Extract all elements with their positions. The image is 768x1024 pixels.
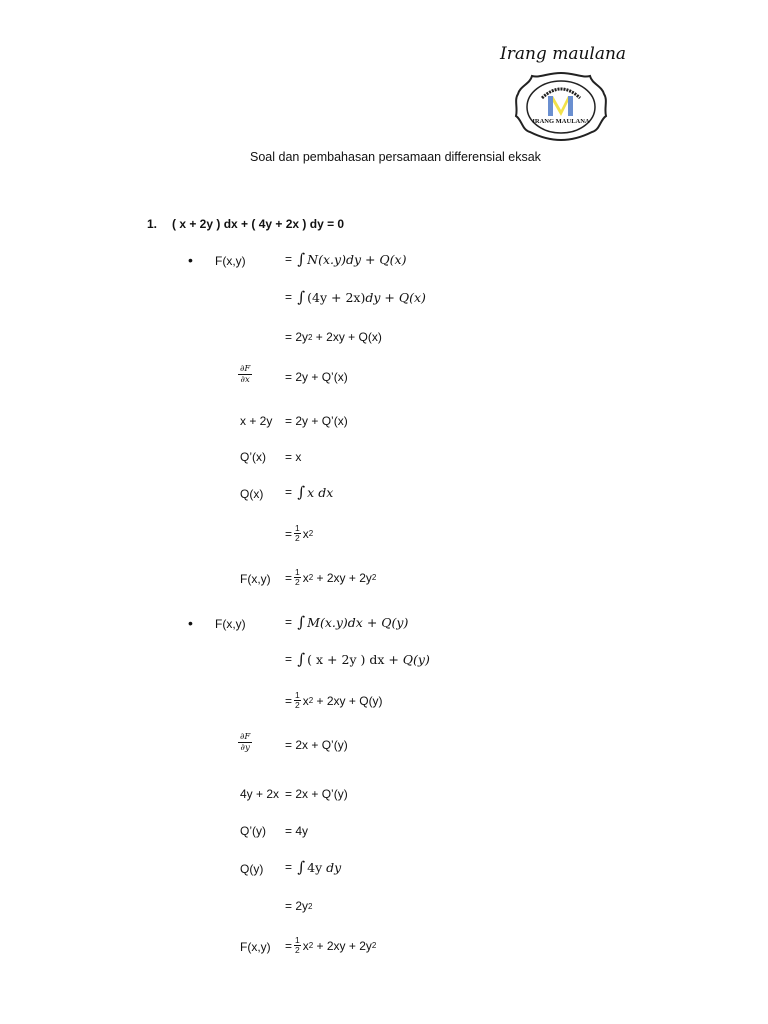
step-expression <box>285 483 333 501</box>
step-expression <box>285 936 376 955</box>
math-text: N(x.y)dy + Q(x) <box>307 251 407 267</box>
expression-text: = <box>285 693 293 708</box>
step-label: Q(x) <box>240 487 264 501</box>
expression-text: = <box>285 485 296 499</box>
step-label: F(x,y) <box>240 940 271 954</box>
expression-text: = 4y <box>285 824 309 838</box>
expression-text: = <box>285 938 293 953</box>
document-title: Soal dan pembahasan persamaan differensial eksak <box>250 150 541 164</box>
step-expression <box>285 450 301 464</box>
step-label: F(x,y) <box>215 617 246 631</box>
expression-text: + 2xy + Q(x) <box>312 330 382 344</box>
expression-text: = <box>285 526 293 541</box>
bullet-icon: • <box>188 615 193 631</box>
problem-equation: ( x + 2y ) dx + ( 4y + 2x ) dy = 0 <box>172 217 345 231</box>
superscript: 2 <box>308 332 313 342</box>
integral-sign: ∫ <box>297 650 306 668</box>
math-text: (4y + 2x) <box>307 289 366 305</box>
step-expression <box>285 524 313 543</box>
expression-text: = 2y + Q’(x) <box>285 414 348 428</box>
fraction-denominator: ∂x <box>240 375 250 385</box>
fraction <box>294 691 301 710</box>
step-label: x + 2y <box>240 414 273 428</box>
step-label: Q(y) <box>240 862 264 876</box>
fraction-denominator: 2 <box>295 945 300 955</box>
expression-text: = <box>285 290 296 304</box>
fraction-denominator: 2 <box>295 577 300 587</box>
integral-sign: ∫ <box>297 288 306 306</box>
fraction-numerator: 1 <box>295 935 300 945</box>
step-expression <box>285 288 426 306</box>
step-expression <box>285 691 383 710</box>
integral-sign: ∫ <box>297 858 306 876</box>
step-expression <box>285 858 341 876</box>
partial-derivative-label <box>238 732 252 753</box>
expression-text: + 2xy + 2y <box>313 938 372 953</box>
math-text: dy <box>326 859 342 875</box>
superscript: 2 <box>308 529 314 538</box>
expression-text: = <box>285 615 296 629</box>
step-label: F(x,y) <box>215 254 246 268</box>
step-expression <box>285 787 348 801</box>
step-label: 4y + 2x <box>240 787 280 801</box>
expression-text: x <box>302 693 309 708</box>
superscript: 2 <box>308 941 314 950</box>
expression-text: = 2x + Q’(y) <box>285 738 348 752</box>
step-expression <box>285 250 406 268</box>
step-expression <box>285 414 348 428</box>
step-label: F(x,y) <box>240 572 271 586</box>
fraction-denominator: ∂y <box>240 743 250 753</box>
integral-sign: ∫ <box>297 483 306 501</box>
fraction-numerator: 1 <box>295 523 300 533</box>
bullet-icon: • <box>188 252 193 268</box>
expression-text: x <box>302 938 309 953</box>
math-text: M(x.y)dx + Q(y) <box>307 614 409 630</box>
step-expression <box>285 613 408 631</box>
fraction-numerator: 1 <box>295 567 300 577</box>
superscript: 2 <box>308 696 314 705</box>
expression-text: = x <box>285 450 302 464</box>
fraction-denominator: 2 <box>295 533 300 543</box>
expression-text: = <box>285 252 296 266</box>
fraction-numerator: ∂F <box>240 732 251 742</box>
step-expression <box>285 370 348 384</box>
integral-sign: ∫ <box>297 250 306 268</box>
expression-text: = 2y <box>285 899 309 913</box>
step-expression <box>285 568 376 587</box>
integral-sign: ∫ <box>297 613 306 631</box>
expression-text: + 2xy + 2y <box>313 570 372 585</box>
expression-text: x <box>302 570 309 585</box>
step-label: Q’(y) <box>240 824 266 838</box>
fraction-numerator: ∂F <box>240 364 251 374</box>
math-text: x dx <box>307 484 334 500</box>
expression-text: = 2x + Q’(y) <box>285 787 348 801</box>
expression-text: = 2y <box>285 330 309 344</box>
step-expression <box>285 824 308 838</box>
problem-number: 1. <box>147 217 158 231</box>
step-label: Q’(x) <box>240 450 266 464</box>
expression-text: + 2xy + Q(y) <box>313 693 383 708</box>
expression-text: = <box>285 860 296 874</box>
fraction-denominator: 2 <box>295 700 300 710</box>
step-expression <box>285 330 382 344</box>
svg-text:IRANG MAULANA: IRANG MAULANA <box>532 118 590 125</box>
math-text: 4y <box>307 859 327 875</box>
math-text: dy + Q(x) <box>365 289 426 305</box>
math-text: ( x + 2y ) dx <box>307 651 385 667</box>
fraction <box>294 936 301 955</box>
expression-text: = <box>285 652 296 666</box>
expression-text: x <box>302 526 309 541</box>
fraction-numerator: 1 <box>295 690 300 700</box>
superscript: 2 <box>308 573 314 582</box>
partial-derivative-label <box>238 364 252 385</box>
step-expression <box>285 650 430 668</box>
superscript: 2 <box>371 941 377 950</box>
superscript: 2 <box>308 901 313 911</box>
fraction <box>294 524 301 543</box>
math-text: + Q(y) <box>384 651 430 667</box>
expression-text: = <box>285 570 293 585</box>
fraction <box>294 568 301 587</box>
author-logo-name: Irang maulana <box>500 44 627 64</box>
expression-text: = 2y + Q’(x) <box>285 370 348 384</box>
step-expression <box>285 899 312 913</box>
step-expression <box>285 738 348 752</box>
author-seal-logo <box>512 70 610 142</box>
superscript: 2 <box>371 573 377 582</box>
